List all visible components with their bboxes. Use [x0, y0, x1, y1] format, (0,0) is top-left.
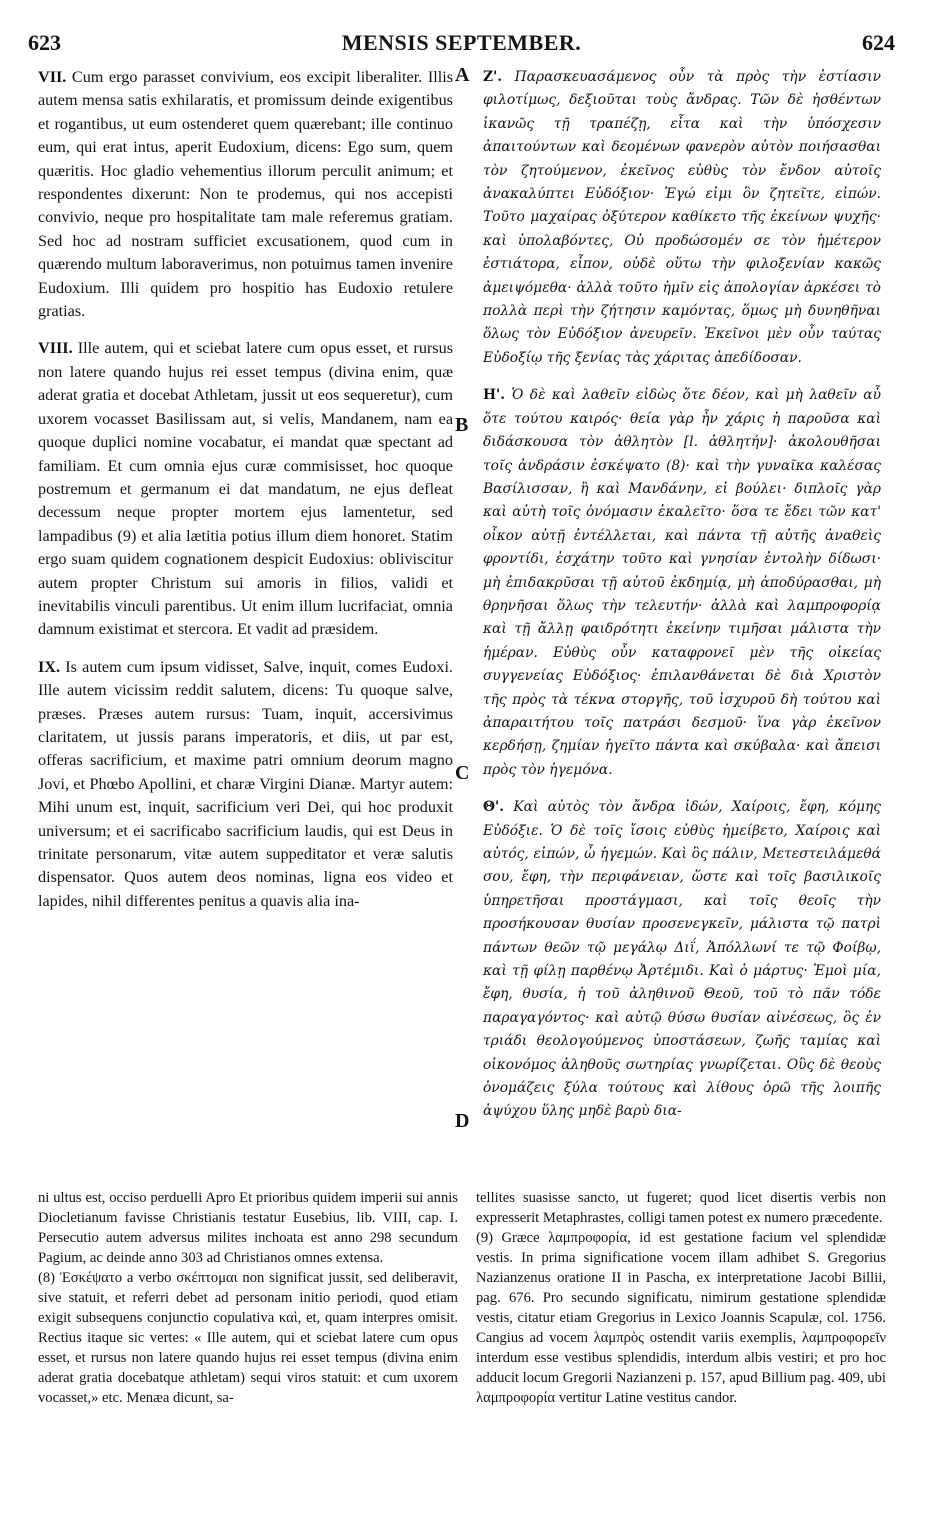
margin-marker-d: D: [455, 1110, 470, 1132]
latin-section-9: [38, 656, 453, 913]
section-text: Ille autem, qui et sciebat latere cum opus esset, et rursus non latere quando hujus rei esset tempus (divina enim, quæ aderat gratia et docebat Athletam, jussit ut eos sequeretur), cum uxorem vocasset Basilissam aut, si velis, Mandanem, nam ea quoque duplici nomine vocabatur, ei mandat quæ spectant ad familiam. Et cum omnia ejus curæ commisisset, hoc quoque postremum et germanum ei dat mandatum, ne ejus defleat decessum neque propter mortem ejus lamentetur, sed lampadibus (9) et alia lætitia potius illum diem honoret. Statim ergo suam quidem cognationem despicit Eudoxius: obliviscitur autem propter Christum sui amoris in filios, validi et inevitabilis vinculi parentibus. Ut enim illum lucrifaciat, omnia damnum existimat et stercora. Et vadit ad præsidem.: [38, 339, 453, 639]
section-number: VIII.: [38, 339, 73, 358]
page-number-left: 623: [28, 30, 61, 55]
section-number: Θ'.: [483, 799, 505, 816]
greek-section-8: [483, 384, 881, 782]
greek-column: [483, 66, 881, 1124]
greek-section-9: [483, 796, 881, 1124]
margin-marker-c: C: [455, 762, 470, 784]
section-text: Ὁ δὲ καὶ λαθεῖν εἰδὼς ὅτε δέον, καὶ μὴ λαθεῖν αὖ ὅτε τούτου καιρός· θεία γὰρ ἦν χάρις ἡ παροῦσα καὶ διδάσκουσα τὸν ἀθλητὸν [l. ἀθλητήν]· ἀκολουθῆσαι τοῖς ἀνδράσιν ἐσκέψατο (8)· καὶ τὴν γυναῖκα καλέσας Βασίλισσαν, ἢ καὶ Μανδάνην, εἰ βούλει· διπλοῖς γὰρ καὶ αὐτὴ τοῖς ὀνόμασιν ἐκαλεῖτο· ὅσα τε ἔδει τῶν κατ' οἶκον αὐτῇ ἐντέλλεται, καὶ πάντα τῇ αὐτῆς ἀναθεὶς φροντίδι, ἐσχάτην τοῦτο καὶ γνησίαν ἐντολὴν δίδωσι· μὴ ἐπιδακρῦσαι τῇ αὐτοῦ ἐκδημίᾳ, μὴ ἀποδύρασθαι, μὴ θρηνῆσαι ὅλως τὴν τελευτήν· ἀλλὰ καὶ λαμπροφορίᾳ καὶ τῇ ἄλλῃ φαιδρότητι ἐκείνην τιμῆσαι μάλιστα τὴν ἡμέραν. Εὐθὺς οὖν καταφρονεῖ μὲν τῆς οἰκείας συγγενείας Εὐδόξιος· ἐπιλανθάνεται δὲ διὰ Χριστὸν τῆς πρὸς τὰ τέκνα στοργῆς, τοῦ ἰσχυροῦ δὴ τούτου καὶ ἀπαραιτήτου τοῖς πατράσι δεσμοῦ· ἵνα γὰρ ἐκεῖνον κερδήσῃ, ζημίαν ἡγεῖτο πάντα καὶ σκύβαλα· καὶ ἄπεισι πρὸς τὸν ἡγεμόνα.: [483, 387, 882, 778]
footnote: tellites suasisse sancto, ut fugeret; quod licet disertis verbis non expresserit Metaphrastes, colligi tamen potest ex numero præcedente.: [476, 1190, 886, 1226]
section-text: Cum ergo parasset convivium, eos excipit liberaliter. Illis autem mensa satis exhilaratis, et promissum deinde exigentibus et rogantibus, ut eum ostenderet quem quærebant; ille continuo eum, qui erat intus, aperit Eudoxium, dicens: Ego sum, quem quæritis. Hoc gladio vehementius illorum perculit animum; et respondentes dixerunt: Non te prodemus, qui nos accepisti convivio, neque pro hospitalitate tam male referemus gratiam. Sed hoc ad nostram sufficiet excusationem, quod cum in quærendo multum laboraverimus, non potuimus tamen invenire Eudoxium. Illi quidem pro hospitio has Eudoxio retulere gratias.: [38, 68, 454, 321]
section-text: Is autem cum ipsum vidisset, Salve, inquit, comes Eudoxi. Ille autem vicissim reddit salutem, dicens: Tu quoque salve, præses. Præses autem rursus: Tuam, inquit, accersivimus claritatem, ut jussis parans imperatoris, et diis, ut par est, offeras sacrificium, et maxime patri omnium deorum magno Jovi, et Phœbo Apollini, et charæ Virgini Dianæ. Martyr autem: Mihi unum est, inquit, sacrificium veri Dei, qui hoc produxit universum; et ei sacrificabo sacrificium laudis, qui est Deus in trinitate personarum, vitæ autem suppeditator et veræ salutis dispensator. Quos autem deos nominas, ligna eos video et lapides, nihil differentes penitus a quavis alia ina-: [38, 657, 453, 910]
section-number: IX.: [38, 657, 61, 676]
section-number: Ζ'.: [483, 69, 503, 85]
latin-section-8: [38, 337, 453, 641]
latin-section-7: [38, 66, 453, 323]
footnote: ni ultus est, occiso perduelli Apro Et prioribus quidem imperii sui annis Diocletianum favisse Christianis testatur Eusebius, lib. VIII, cap. I. Persecutio autem adversus milites inchoata est anno 298 secundum Pagium, ac deinde anno 303 ad Christianos omnes extensa.: [38, 1190, 458, 1266]
page-header: [28, 30, 895, 56]
footnote: (9) Græce λαμπροφορία, id est gestatione facium vel splendidæ vestis. In prima significatione vocem illam adhibet S. Gregorius Nazianzenus oratione II in Pascha, ex interpretatione Jacobi Billii, pag. 676. Pro secundo significatu, nimirum gestatione splendidæ vestis, citatur etiam Gregorius in Lexico Joannis Scapulæ, col. 1756. Cangius ad vocem λαμπρὸς ostendit variis exemplis, λαμπροφορεῖν interdum esse vestibus splendidis, interdum albis vestiri; et pro hoc adducit locum Gregorii Nazianzeni p. 157, apud Billium pag. 409, ubi λαμπροφορία vertitur Latine vestitus candor.: [476, 1230, 886, 1406]
latin-column: [38, 66, 453, 913]
page-number-right: 624: [862, 30, 895, 55]
section-number: VII.: [38, 68, 67, 86]
footnote: (8) Ἐσκέψατο a verbo σκέπτομαι non significat jussit, sed deliberavit, sive statuit, et referri debet ad personam initio periodi, quod etiam exigit subsequens conjunctio copulativa καὶ, et, quam interpres omisit. Rectius itaque sic vertes: « Ille autem, qui et sciebat latere cum opus esset, et rursus non latere quando hujus rei esset tempus (divina enim aderat gratia docebatque athletam) sequi viros statuit: et cum uxorem vocasset,» etc. Menæa dicunt, sa-: [38, 1270, 458, 1406]
section-text: Παρασκευασάμενος οὖν τὰ πρὸς τὴν ἑστίασιν φιλοτίμως, δεξιοῦται τοὺς ἄνδρας. Τῶν δὲ ἡσθέντων ἱκανῶς τῇ τραπέζῃ, εἶτα καὶ τὴν ὑπόσχεσιν ἀπαιτούντων καὶ δεομένων φανερὸν αὐτὸν ποιήσασθαι τὸν ζητούμενον, ἐκεῖνος εὐθὺς τὸν ἔνδον αὐτοῖς ἀνακαλύπτει Εὐδόξιον· Ἐγώ εἰμι ὃν ζητεῖτε, εἰπών. Τοῦτο μαχαίρας ὀξύτερον καθίκετο τῆς ἐκείνων ψυχῆς· καὶ ὑπολαβόντες, Οὐ προδώσομέν σε τὸν ἡμέτερον ἑστιάτορα, εἶπον, οὐδὲ οὕτω τὴν φιλοξενίαν κακῶς ἀμειψόμεθα· ἀλλὰ τοῦτο ἡμῖν εἰς ἀπολογίαν ἀρκέσει τὸ πολλὰ περὶ τὴν ζήτησιν καμόντας, ὅμως μὴ δυνηθῆναι ὅλως τὸν Εὐδόξιον ἀνευρεῖν. Ἐκεῖνοι μὲν οὖν ταύτας Εὐδοξίῳ τῆς ξενίας τὰς χάριτας ἀπεδίδοσαν.: [483, 69, 881, 366]
margin-marker-b: B: [455, 414, 469, 436]
margin-marker-a: A: [455, 64, 470, 86]
section-text: Καὶ αὐτὸς τὸν ἄνδρα ἰδών, Χαίροις, ἔφη, κόμης Εὐδόξιε. Ὁ δὲ τοῖς ἴσοις εὐθὺς ἠμείβετο, Χαίροις καὶ αὐτός, εἰπών, ὦ ἡγεμών. Καὶ ὃς πάλιν, Μετεστειλάμεθά σου, ἔφη, τὴν περιφάνειαν, ὥστε καὶ τοῖς βασιλικοῖς ὑπηρετῆσαι προστάγμασι, καὶ τοῖς θεοῖς τὴν προσήκουσαν θυσίαν προσενεγκεῖν, μάλιστα τῷ πατρὶ πάντων θεῶν τῷ μεγάλῳ Διΐ, Ἀπόλλωνί τε τῷ Φοίβῳ, καὶ τῇ φίλῃ παρθένῳ Ἀρτέμιδι. Καὶ ὁ μάρτυς· Ἐμοὶ μία, ἔφη, θυσία, ἡ τοῦ ἀληθινοῦ Θεοῦ, τοῦ τὸ πᾶν τόδε παραγαγόντος· καὶ αὐτῷ θύσω θυσίαν αἰνέσεως, ὃς ἐν τριάδι θεολογούμενος ὑποστάσεων, ζωῆς ταμίας καὶ οἰκονόμος ἀληθοῦς σωτηρίας γνωρίζεται. Οὓς δὲ θεοὺς ὀνομάζεις ξύλα τούτους καὶ λίθους ὁρῶ τῆς λοιπῆς ἀψύχου ὕλης μηδὲ βαρὺ δια-: [483, 799, 881, 1120]
footnotes-left: [38, 1188, 458, 1408]
running-title: MENSIS SEPTEMBER.: [341, 30, 582, 55]
footnotes-right: [476, 1188, 886, 1408]
greek-section-7: [483, 66, 881, 370]
section-number: Η'.: [483, 387, 506, 404]
